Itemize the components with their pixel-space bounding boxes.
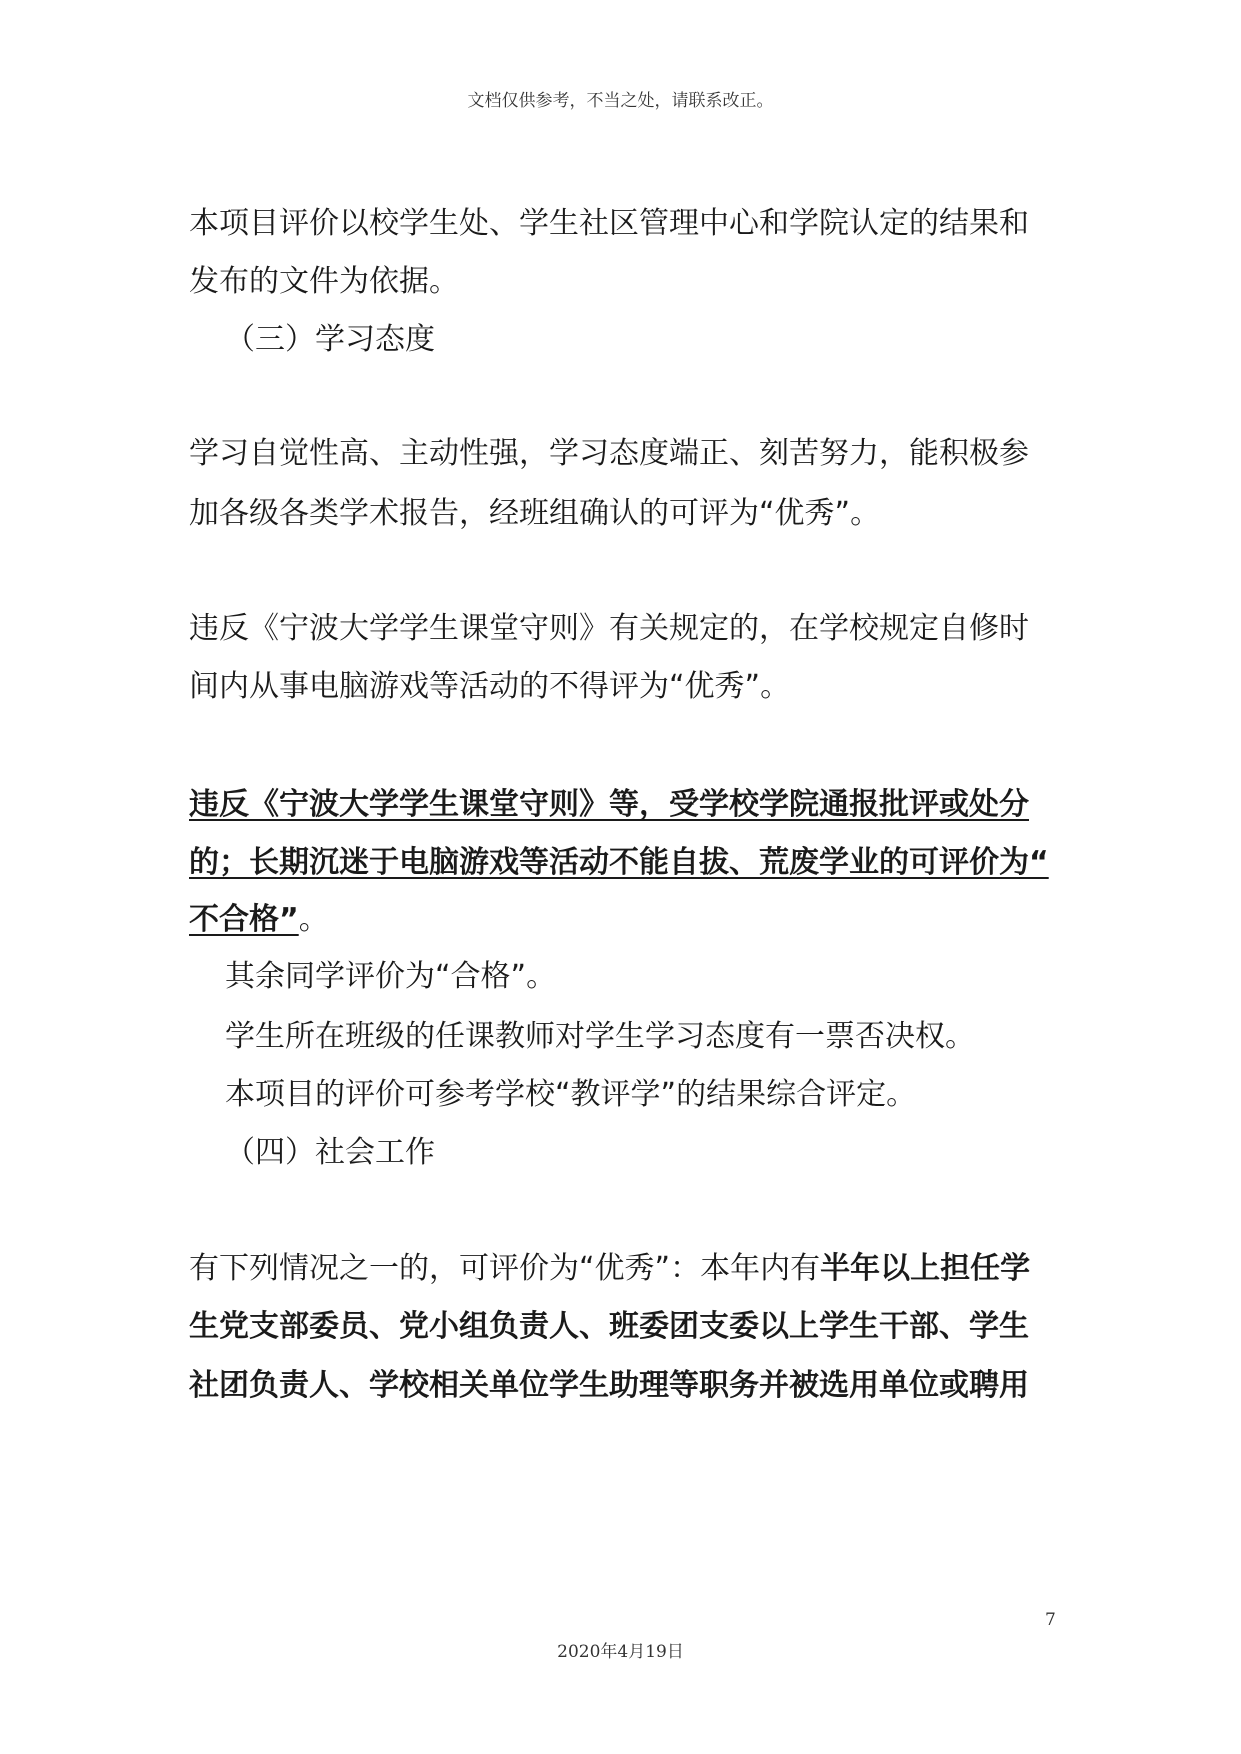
- page-number: 7: [1045, 1610, 1056, 1630]
- paragraph-line: [189, 900, 329, 940]
- paragraph-line: 违反《宁波大学学生课堂守则》有关规定的，在学校规定自修时: [189, 611, 1029, 646]
- paragraph-line: 学习自觉性高、主动性强，学习态度端正、刻苦努力，能积极参: [189, 436, 1029, 471]
- paragraph-line: 学生所在班级的任课教师对学生学习态度有一票否决权。: [225, 1019, 975, 1054]
- underlined-paragraph-line: 违反《宁波大学学生课堂守则》等，受学校学院通报批评或处分: [189, 787, 1029, 822]
- text-normal: 有下列情况之一的，可评价为“优秀”：本年内有: [189, 1251, 821, 1286]
- paragraph-line: 社团负责人、学校相关单位学生助理等职务并被选用单位或聘用: [189, 1368, 1029, 1403]
- paragraph-line: 其余同学评价为“合格”。: [225, 959, 557, 994]
- paragraph-line: 发布的文件为依据。: [189, 264, 459, 299]
- underlined-text: 不合格”: [189, 902, 299, 937]
- text-tail: 。: [298, 902, 329, 937]
- text-bold: 半年以上担任学: [820, 1251, 1031, 1286]
- paragraph-line: [189, 1249, 1030, 1289]
- paragraph-line: 间内从事电脑游戏等活动的不得评为“优秀”。: [189, 669, 791, 704]
- document-header-note: 文档仅供参考，不当之处，请联系改正。: [467, 91, 774, 111]
- paragraph-line: 生党支部委员、党小组负责人、班委团支委以上学生干部、学生: [189, 1309, 1029, 1344]
- footer-date: 2020年4月19日: [557, 1642, 684, 1662]
- section-heading-4: （四）社会工作: [225, 1135, 435, 1170]
- section-heading-3: （三）学习态度: [225, 322, 435, 357]
- paragraph-line: 本项目评价以校学生处、学生社区管理中心和学院认定的结果和: [189, 206, 1029, 241]
- paragraph-line: 本项目的评价可参考学校“教评学”的结果综合评定。: [225, 1077, 917, 1112]
- paragraph-line: 加各级各类学术报告，经班组确认的可评为“优秀”。: [189, 496, 881, 531]
- underlined-paragraph-line: 的；长期沉迷于电脑游戏等活动不能自拔、荒废学业的可评价为“: [189, 845, 1049, 880]
